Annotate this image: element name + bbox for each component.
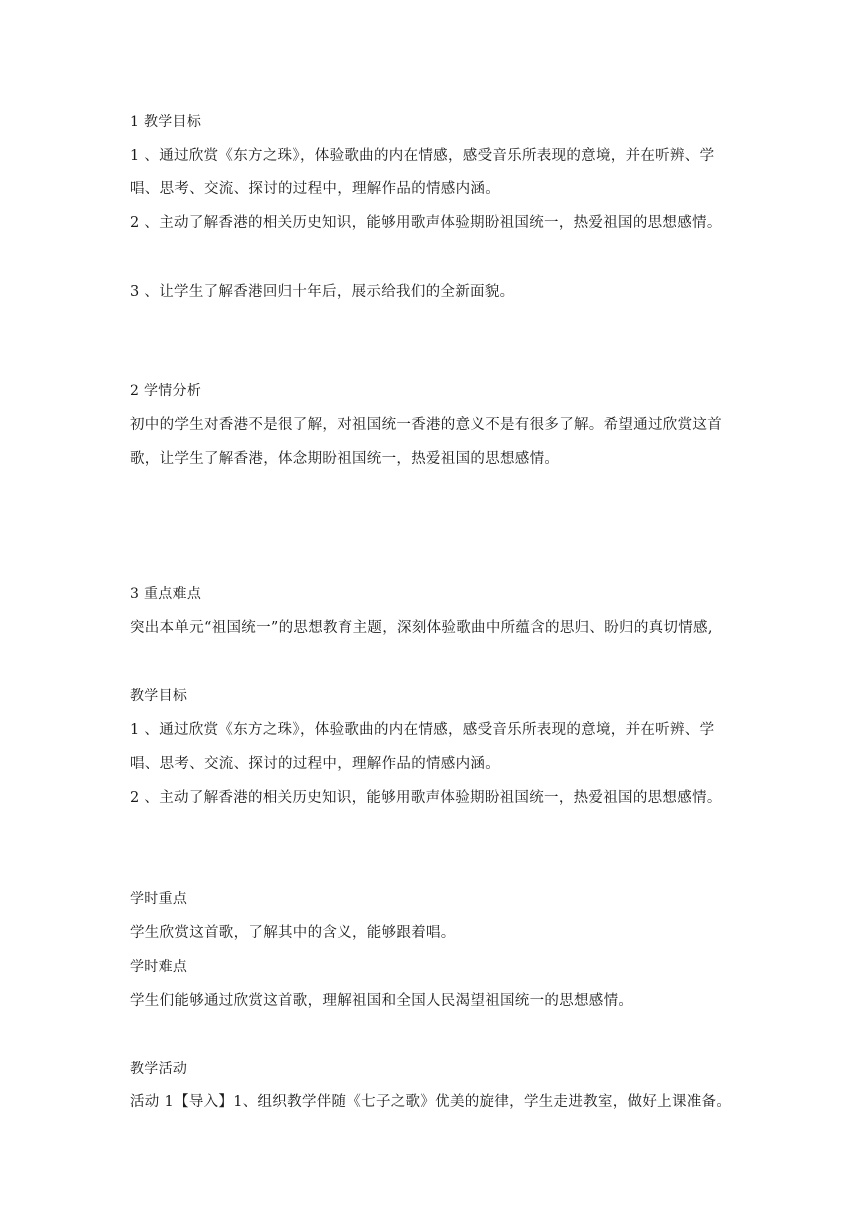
section-heading-teaching-goals-2: 教学目标 — [130, 688, 188, 704]
analysis-paragraph-line-1: 初中的学生对香港不是很了解，对祖国统一香港的意义不是有很多了解。希望通过欣赏这首 — [130, 417, 722, 433]
section-heading-teaching-activities: 教学活动 — [130, 1061, 188, 1077]
goal2-item-1-line-1: 1 、通过欣赏《东方之珠》，体验歌曲的内在情感，感受音乐所表现的意境，并在听辨、学 — [130, 722, 715, 738]
goal2-item-2: 2 、主动了解香港的相关历史知识，能够用歌声体验期盼祖国统一，热爱祖国的思想感情。 — [130, 790, 722, 806]
key-difficulties-paragraph: 突出本单元“祖国统一”的思想教育主题，深刻体验歌曲中所蕴含的思归、盼归的真切情感, — [130, 620, 713, 636]
goal-item-1-line-1: 1 、通过欣赏《东方之珠》，体验歌曲的内在情感，感受音乐所表现的意境，并在听辨、学 — [130, 148, 715, 164]
section-heading-key-difficulties: 3 重点难点 — [130, 586, 202, 602]
lesson-key-paragraph: 学生欣赏这首歌，了解其中的含义，能够跟着唱。 — [130, 925, 456, 941]
analysis-paragraph-line-2: 歌，让学生了解香港，体念期盼祖国统一，热爱祖国的思想感情。 — [130, 451, 560, 467]
goal-item-3: 3 、让学生了解香港回归十年后，展示给我们的全新面貌。 — [130, 284, 515, 300]
goal-item-1-line-2: 唱、思考、交流、探讨的过程中，理解作品的情感内涵。 — [130, 181, 500, 197]
goal2-item-1-line-2: 唱、思考、交流、探讨的过程中，理解作品的情感内涵。 — [130, 756, 500, 772]
activity-1: 活动 1【导入】1、组织教学伴随《七子之歌》优美的旋律，学生走进教室，做好上课准备。 — [130, 1094, 732, 1110]
lesson-difficulty-paragraph: 学生们能够通过欣赏这首歌，理解祖国和全国人民渴望祖国统一的思想感情。 — [130, 993, 634, 1009]
section-heading-lesson-difficulty: 学时难点 — [130, 959, 188, 975]
section-heading-lesson-key: 学时重点 — [130, 891, 188, 907]
section-heading-student-analysis: 2 学情分析 — [130, 383, 202, 399]
goal-item-2: 2 、主动了解香港的相关历史知识，能够用歌声体验期盼祖国统一，热爱祖国的思想感情。 — [130, 215, 722, 231]
section-heading-teaching-goals: 1 教学目标 — [130, 114, 202, 130]
